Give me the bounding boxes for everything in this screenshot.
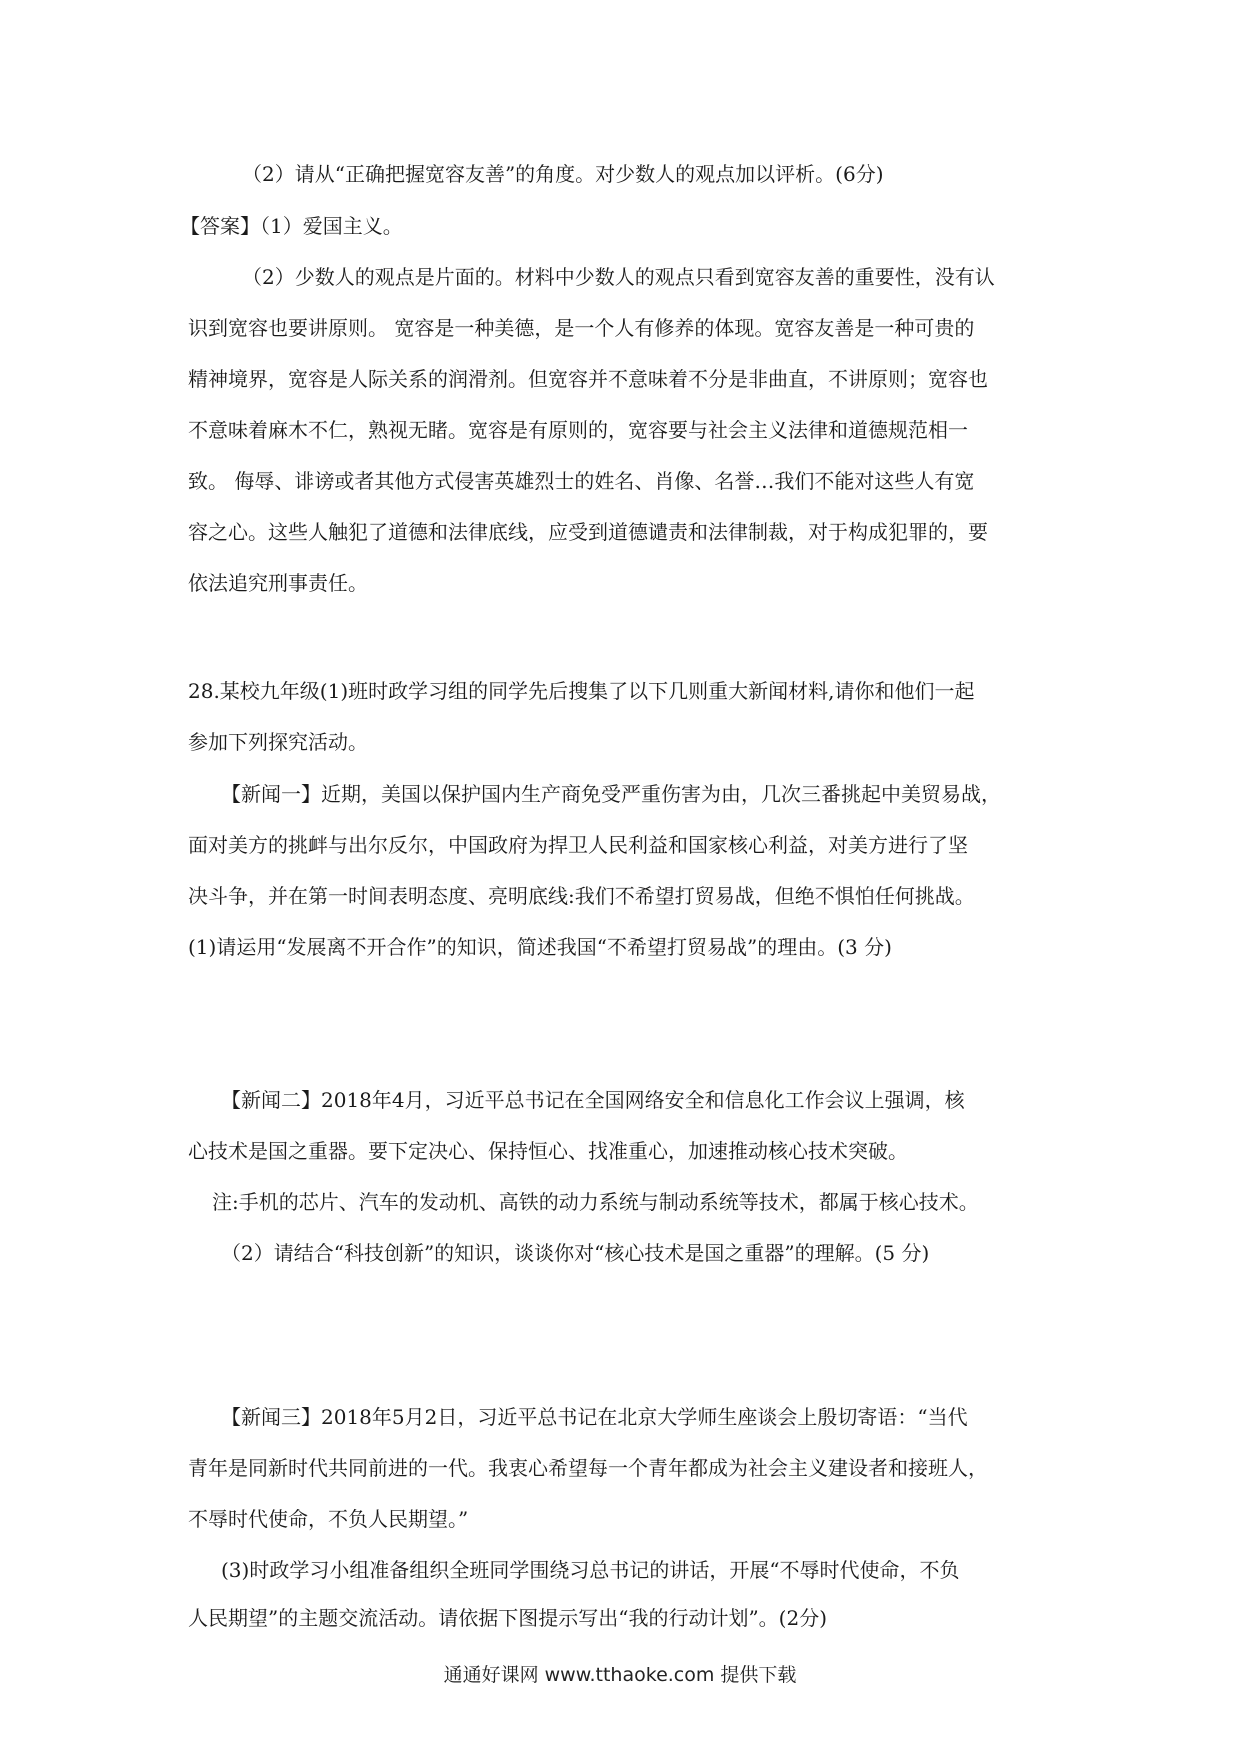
question-28-intro: 参加下列探究活动。 bbox=[188, 730, 368, 754]
news-2-paragraph: 【新闻二】2018年4月，习近平总书记在全国网络安全和信息化工作会议上强调，核 bbox=[221, 1088, 965, 1112]
answer-paragraph-line: 依法追究刑事责任。 bbox=[188, 571, 368, 595]
sub-question-1: (1)请运用“发展离不开合作”的知识，简述我国“不希望打贸易战”的理由。(3 分) bbox=[188, 935, 892, 959]
footer-credit: 通通好课网 www.tthaoke.com 提供下载 bbox=[443, 1664, 797, 1686]
answer-paragraph-line: 精神境界，宽容是人际关系的润滑剂。但宽容并不意味着不分是非曲直，不讲原则；宽容也 bbox=[188, 367, 988, 391]
news-2-note: 注:手机的芯片、汽车的发动机、高铁的动力系统与制动系统等技术，都属于核心技术。 bbox=[212, 1190, 979, 1214]
answer-paragraph-line: 容之心。这些人触犯了道德和法律底线，应受到道德谴责和法律制裁，对于构成犯罪的，要 bbox=[188, 520, 988, 544]
answer-paragraph-line: 致。 侮辱、诽谤或者其他方式侵害英雄烈士的姓名、肖像、名誉…我们不能对这些人有宽 bbox=[188, 469, 975, 493]
sub-question-3: 人民期望”的主题交流活动。请依据下图提示写出“我的行动计划”。(2分) bbox=[188, 1606, 828, 1630]
news-1-paragraph: 决斗争，并在第一时间表明态度、亮明底线:我们不希望打贸易战，但绝不惧怕任何挑战。 bbox=[188, 884, 975, 908]
answer-paragraph-line: （2）少数人的观点是片面的。材料中少数人的观点只看到宽容友善的重要性，没有认 bbox=[242, 265, 995, 289]
news-1-paragraph: 【新闻一】近期，美国以保护国内生产商免受严重伤害为由，几次三番挑起中美贸易战， bbox=[221, 782, 1001, 806]
news-1-paragraph: 面对美方的挑衅与出尔反尔，中国政府为捍卫人民利益和国家核心利益，对美方进行了坚 bbox=[188, 833, 968, 857]
news-3-paragraph: 不辱时代使命，不负人民期望。” bbox=[188, 1507, 469, 1531]
question-28-intro: 28.某校九年级(1)班时政学习组的同学先后搜集了以下几则重大新闻材料,请你和他们一起 bbox=[188, 679, 975, 703]
question-2-prompt: （2）请从“正确把握宽容友善”的角度。对少数人的观点加以评析。(6分) bbox=[242, 162, 884, 186]
answer-paragraph-line: 不意味着麻木不仁，熟视无睹。宽容是有原则的，宽容要与社会主义法律和道德规范相一 bbox=[188, 418, 968, 442]
answer-paragraph-line: 识到宽容也要讲原则。 宽容是一种美德，是一个人有修养的体现。宽容友善是一种可贵的 bbox=[188, 316, 975, 340]
news-3-paragraph: 【新闻三】2018年5月2日，习近平总书记在北京大学师生座谈会上殷切寄语：“当代 bbox=[221, 1405, 968, 1429]
sub-question-2: （2）请结合“科技创新”的知识，谈谈你对“核心技术是国之重器”的理解。(5 分) bbox=[221, 1241, 930, 1265]
sub-question-3: (3)时政学习小组准备组织全班同学围绕习总书记的讲话，开展“不辱时代使命，不负 bbox=[221, 1558, 960, 1582]
news-3-paragraph: 青年是同新时代共同前进的一代。我衷心希望每一个青年都成为社会主义建设者和接班人， bbox=[188, 1456, 988, 1480]
answer-heading: 【答案】（1）爱国主义。 bbox=[180, 214, 403, 238]
news-2-paragraph: 心技术是国之重器。要下定决心、保持恒心、找准重心，加速推动核心技术突破。 bbox=[188, 1139, 908, 1163]
